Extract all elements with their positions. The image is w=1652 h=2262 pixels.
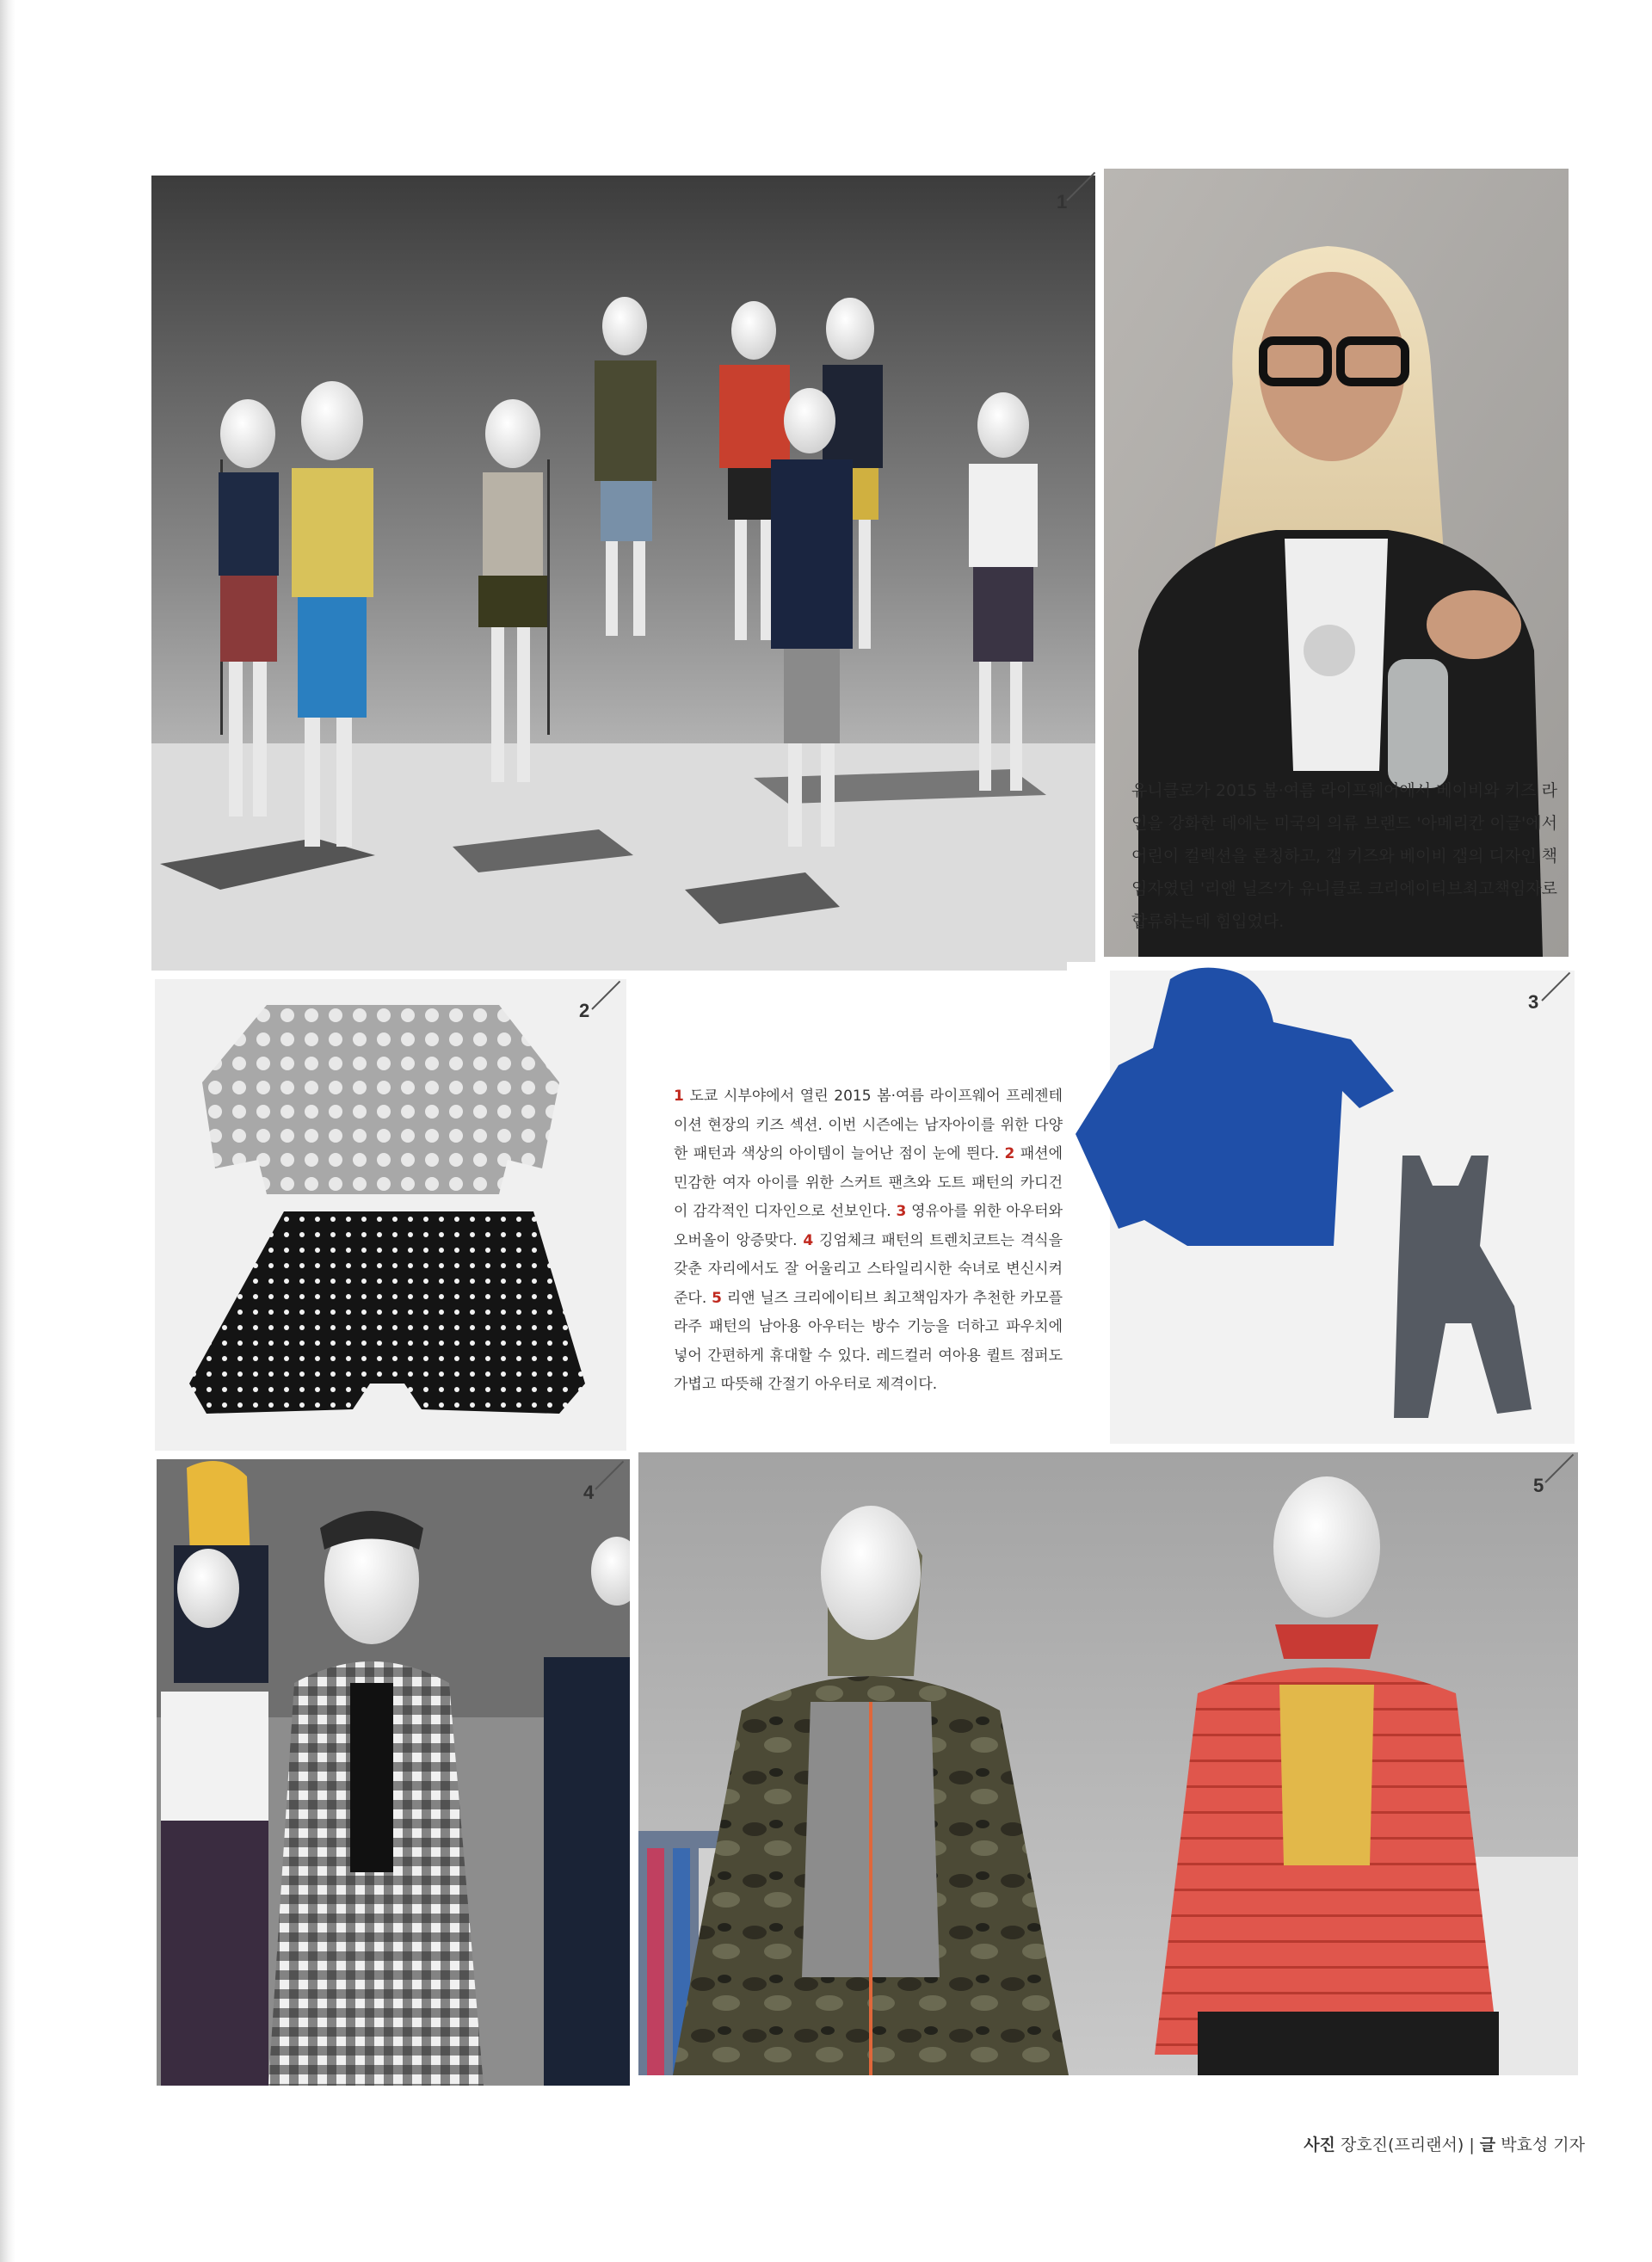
photo-number-3: 3 bbox=[1528, 991, 1539, 1013]
caption-number: 2 bbox=[1004, 1145, 1015, 1162]
photo-number-2: 2 bbox=[579, 1000, 590, 1021]
photo-number-5: 5 bbox=[1533, 1475, 1544, 1496]
photo-number-4: 4 bbox=[583, 1482, 595, 1503]
photo-number-1: 1 bbox=[1057, 191, 1068, 213]
caption-number: 3 bbox=[896, 1203, 907, 1220]
credit-separator: | bbox=[1469, 2136, 1475, 2154]
photo-mannequin-display bbox=[151, 176, 1095, 971]
credit-photographer: 장호진(프리랜서) bbox=[1340, 2136, 1464, 2154]
caption-number: 4 bbox=[803, 1231, 814, 1249]
caption-number: 5 bbox=[712, 1289, 722, 1307]
credit-text-label: 글 bbox=[1479, 2136, 1496, 2154]
caption-number: 1 bbox=[674, 1088, 684, 1105]
page-binding-edge bbox=[0, 0, 15, 2262]
caption-text: 깅엄체크 패턴의 트렌치코트는 격식을 갖춘 자리에서도 잘 어울리고 스타일리시한 숙녀로 변신시켜준다. bbox=[674, 1231, 1063, 1307]
photo-camo-and-puffer-jackets bbox=[638, 1452, 1578, 2075]
portrait-caption: 유니클로가 2015 봄·여름 라이프웨어에서 베이비와 키즈 라인을 강화한 데에는 미국의 의류 브랜드 '아메리칸 이글'에서 어린이 컬렉션을 론칭하고, 갭 키즈와 베이비 갭의 디자인 책임자였던 '리앤 닐즈'가 유니클로 크리에이티브최고책임자로 합류하는데 힘입었다. bbox=[1131, 781, 1557, 931]
photo-creative-director-portrait bbox=[1104, 169, 1569, 957]
main-caption bbox=[674, 1082, 1063, 1400]
photo-gingham-trench-coat bbox=[157, 1459, 630, 2086]
caption-text: 리앤 닐즈 크리에이티브 최고책임자가 추천한 카모플라주 패턴의 남아용 아우터는 방수 기능을 더하고 파우치에 넣어 간편하게 휴대할 수 있다. 레드컬러 여아용 퀼트 점퍼도 가볍고 따뜻해 간절기 아우터로 제격이다. bbox=[674, 1289, 1063, 1393]
caption-text: 패션에 민감한 여자 아이를 위한 스커트 팬츠와 도트 패턴의 카디건이 감각적인 디자인으로 선보인다. bbox=[674, 1145, 1063, 1220]
photo-text-credit bbox=[1304, 2132, 1585, 2155]
photo-polka-dot-outfit bbox=[155, 979, 626, 1451]
caption-text: 도쿄 시부야에서 열린 2015 봄·여름 라이프웨어 프레젠테이션 현장의 키즈 섹션. 이번 시즌에는 남자아이를 위한 다양한 패턴과 색상의 아이템이 늘어난 점이 눈에 띈다. bbox=[674, 1088, 1063, 1162]
credit-writer: 박효성 기자 bbox=[1501, 2136, 1585, 2154]
credit-photo-label: 사진 bbox=[1304, 2136, 1335, 2154]
photo-baby-outerwear bbox=[1067, 962, 1575, 1444]
caption-text: 영유아를 위한 아우터와 오버올이 앙증맞다. bbox=[674, 1203, 1063, 1249]
